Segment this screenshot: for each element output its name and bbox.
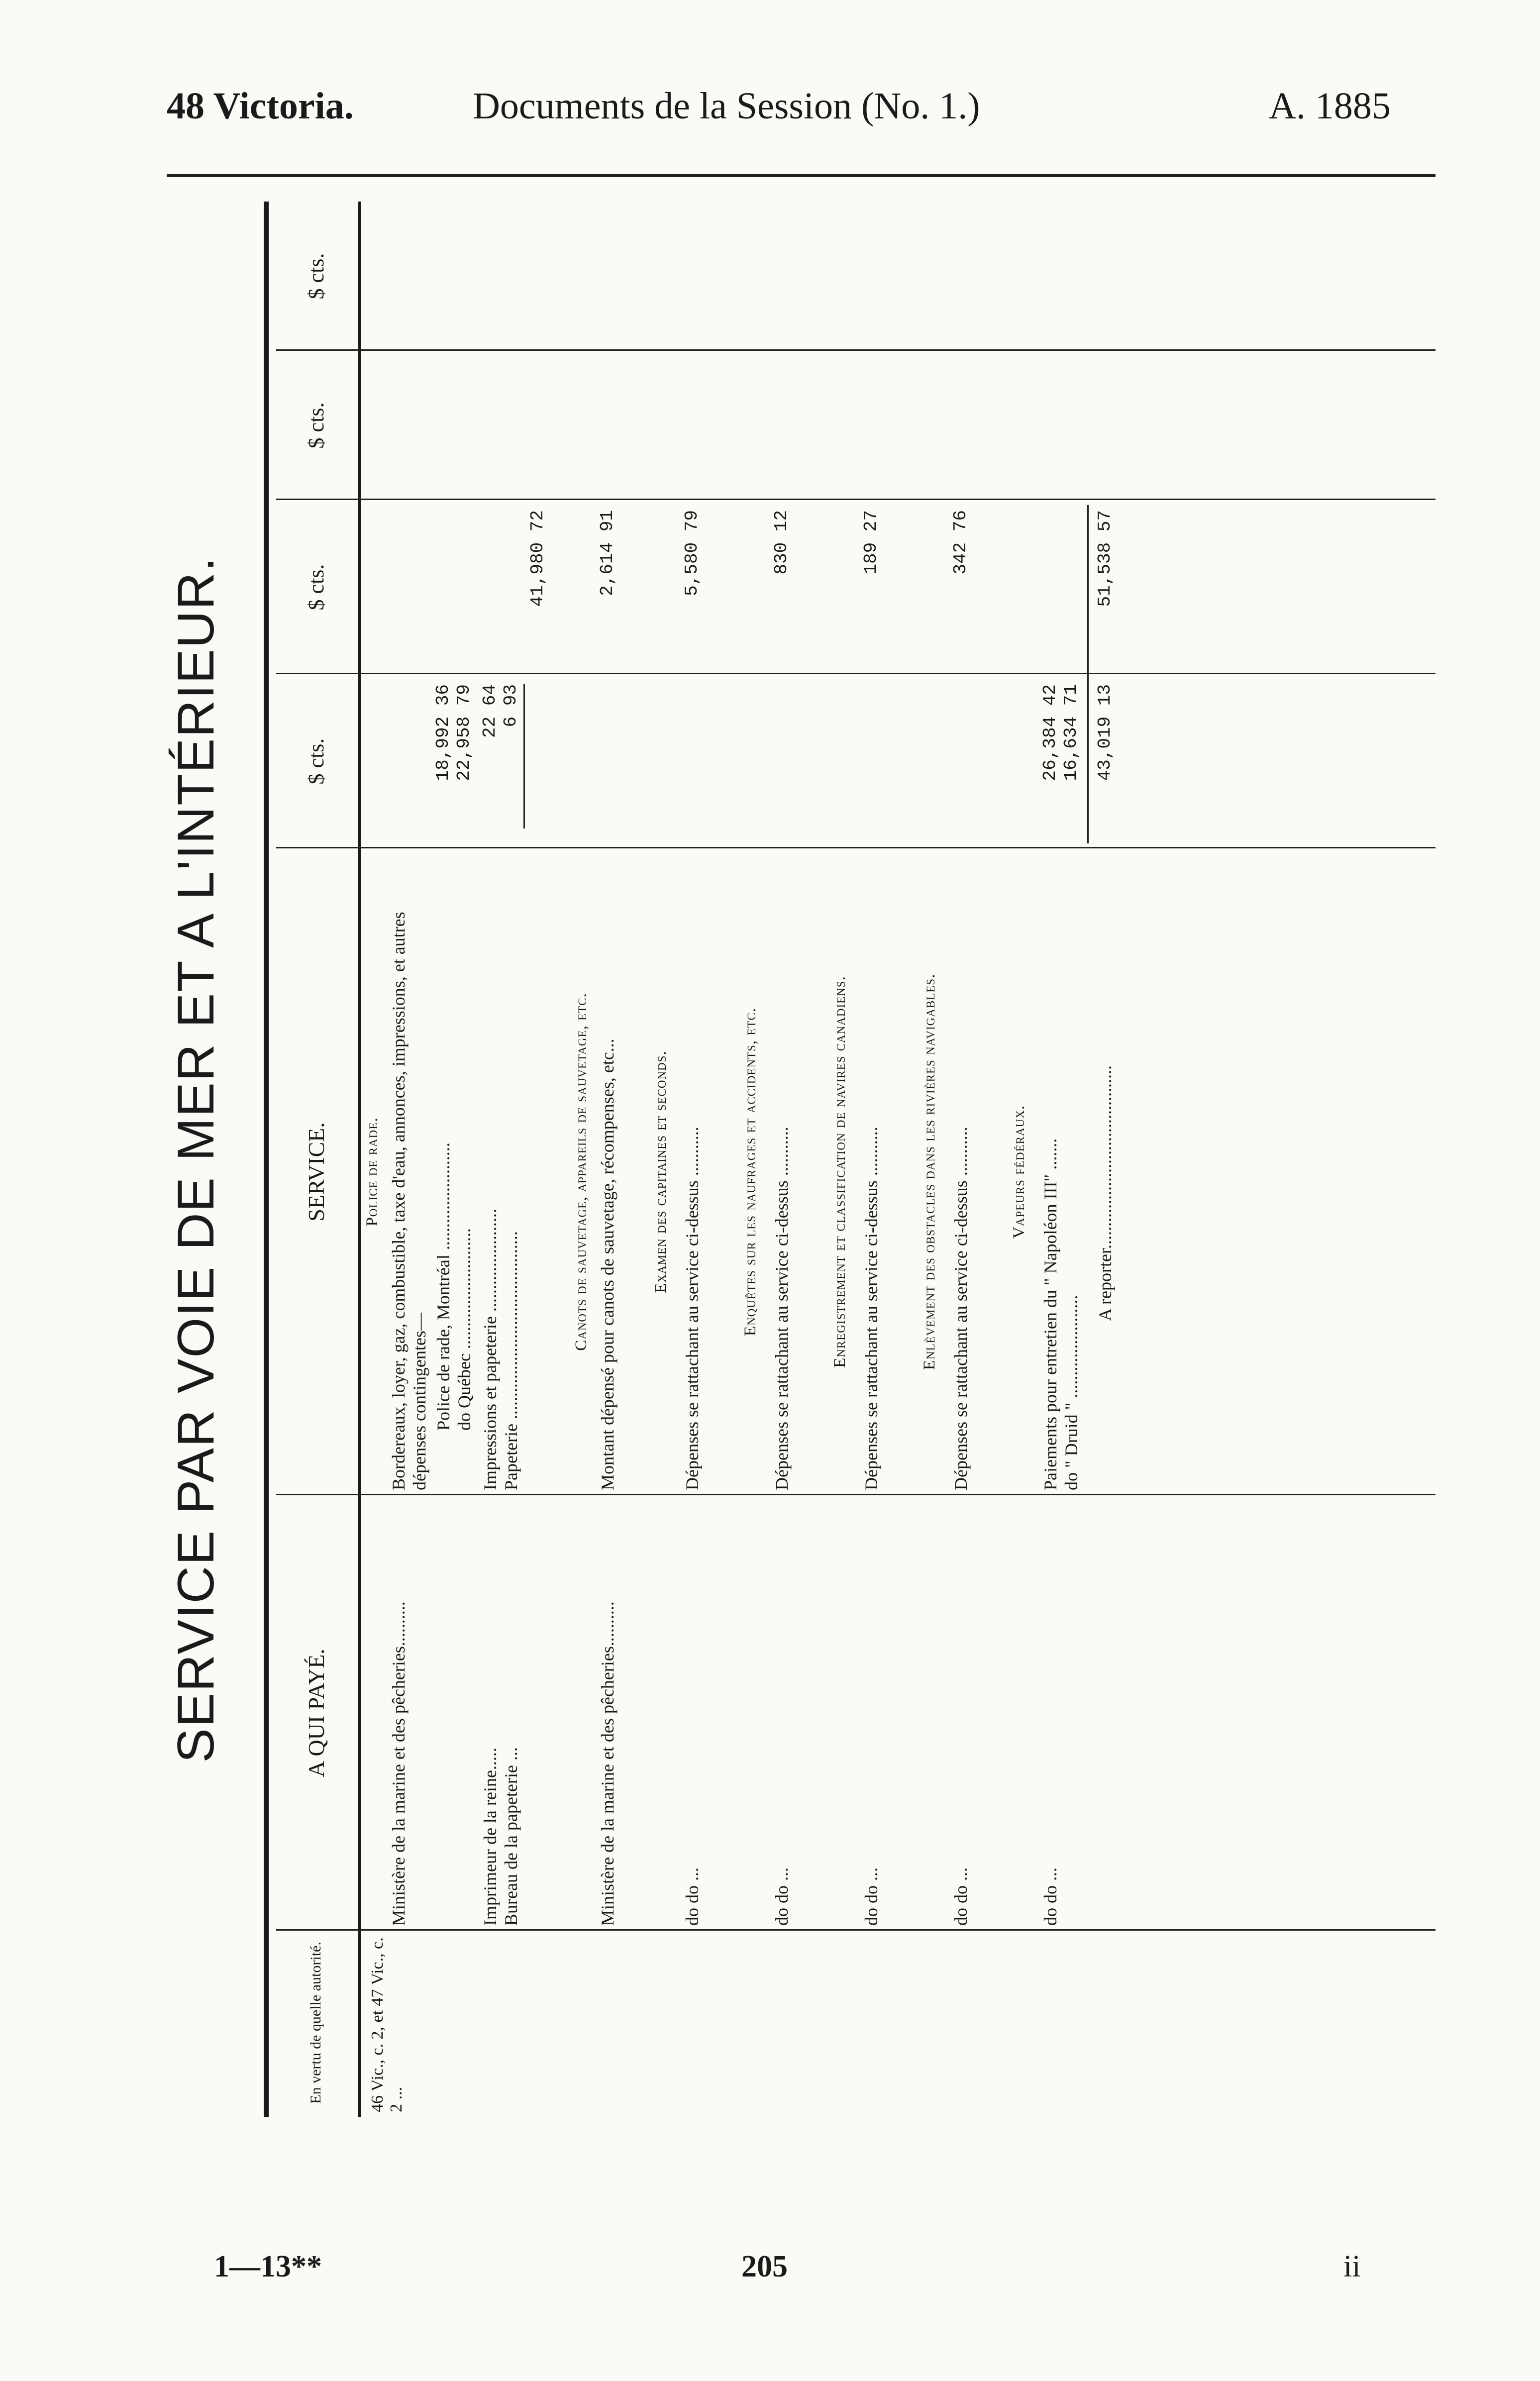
amount-cell: 16,634 71 [1061, 684, 1081, 781]
header-rule [167, 174, 1436, 177]
subtotal-cell: 2,614 91 [597, 510, 617, 596]
authority-text: 46 Vic., c. 2, et 47 Vic., c. 2 ... [368, 1937, 406, 2112]
section-heading: Police de rade. [363, 1117, 381, 1227]
sum-rule [523, 684, 525, 828]
subtotal-cell: 5,580 79 [682, 510, 702, 596]
service-cell: Dépenses se rattachant au service ci-dessus ........... [951, 1127, 971, 1490]
col-sep [276, 1929, 1436, 1931]
service-cell: Dépenses se rattachant au service ci-dessus ........... [861, 1127, 881, 1490]
col-sep [276, 349, 1436, 351]
header-bottom-rule [358, 202, 361, 2117]
rotated-table [167, 202, 1436, 2117]
carry-forward-amount: 43,019 13 [1095, 684, 1115, 781]
payee-header: A QUI PAYÉ. [303, 1649, 329, 1777]
col-sep [276, 499, 1436, 500]
col-sep [276, 673, 1436, 674]
col-sep [276, 1494, 1436, 1495]
payee-cell: do do ... [951, 1867, 971, 1926]
subtotal-cell: 189 27 [861, 510, 881, 575]
payee-cell: do do ... [772, 1867, 792, 1926]
payee-cell: Ministère de la marine et des pêcheries.......... [389, 1601, 409, 1926]
currency-header: $ cts. [304, 253, 328, 300]
section-heading: Canots de sauvetage, appareils de sauvetage, etc. [572, 993, 590, 1351]
table-title: SERVICE PAR VOIE DE MER ET A L'INTÉRIEUR. [167, 556, 225, 1763]
section-heading: Enregistrement et classification de navires canadiens. [831, 976, 849, 1368]
section-heading: Enquêtes sur les naufrages et accidents, etc. [741, 1007, 759, 1337]
carry-forward-label: A reporter......................................... [1095, 1065, 1115, 1321]
service-cell: do Québec ........................... [454, 1228, 474, 1431]
payee-cell: do do ... [682, 1867, 702, 1926]
header-year: A. 1885 [1269, 85, 1391, 127]
title-rule [264, 202, 269, 2117]
header-session-year: 48 Victoria. [167, 85, 354, 127]
service-cell: Bordereaux, loyer, gaz, combustible, taxe d'eau, annonces, impressions, et autres dépenses contingentes— [389, 912, 429, 1490]
section-heading: Enlèvement des obstacles dans les rivières navigables. [921, 973, 938, 1370]
subtotal-cell: 342 76 [950, 510, 971, 575]
service-header: SERVICE. [303, 1122, 329, 1222]
header-document-title: Documents de la Session (No. 1.) [473, 85, 980, 127]
amount-cell: 6 93 [501, 684, 521, 727]
payee-cell: Bureau de la papeterie ... [501, 1747, 521, 1926]
payee-cell: Imprimeur de la reine..... [480, 1748, 500, 1926]
service-cell: Dépenses se rattachant au service ci-dessus ........... [772, 1127, 792, 1490]
service-cell: do " Druid " ....................... [1061, 1295, 1081, 1490]
amount-cell: 22,958 79 [454, 684, 474, 781]
payee-cell: Ministère de la marine et des pêcheries.......... [598, 1601, 617, 1926]
amount-cell: 18,992 36 [433, 684, 453, 781]
carry-forward-total: 51,538 57 [1095, 510, 1115, 607]
service-cell: Paiements pour entretien du " Napoléon III" ....... [1040, 1138, 1060, 1490]
currency-header: $ cts. [304, 402, 328, 449]
col-sep [276, 847, 1436, 848]
service-cell: Impressions et papeterie ....................... [480, 1209, 500, 1490]
roman-page-mark: ii [1343, 2250, 1361, 2283]
service-cell: Dépenses se rattachant au service ci-dessus ........... [682, 1127, 702, 1490]
subtotal-cell: 830 12 [771, 510, 792, 575]
payee-cell: do do ... [861, 1867, 881, 1926]
section-heading: Vapeurs fédéraux. [1010, 1105, 1028, 1239]
service-cell: Papeterie .......................................... [501, 1231, 521, 1490]
amount-cell: 22 64 [480, 684, 500, 738]
sum-rule [1087, 505, 1089, 843]
amount-header: $ cts. [304, 738, 328, 785]
page-number: 205 [741, 2250, 788, 2283]
section-heading: Examen des capitaines et seconds. [652, 1050, 670, 1293]
service-cell: Police de rade, Montréal ........................ [433, 1142, 453, 1431]
footer-signature-mark: 1—13** [214, 2250, 322, 2283]
subtotal-header: $ cts. [304, 564, 328, 611]
payee-cell: do do ... [1040, 1867, 1060, 1926]
subtotal-cell: 41,980 72 [527, 510, 548, 607]
amount-cell: 26,384 42 [1040, 684, 1060, 781]
authority-header: En vertu de quelle autorité. [307, 1942, 324, 2104]
service-cell: Montant dépensé pour canots de sauvetage, récompenses, etc... [598, 1038, 617, 1490]
